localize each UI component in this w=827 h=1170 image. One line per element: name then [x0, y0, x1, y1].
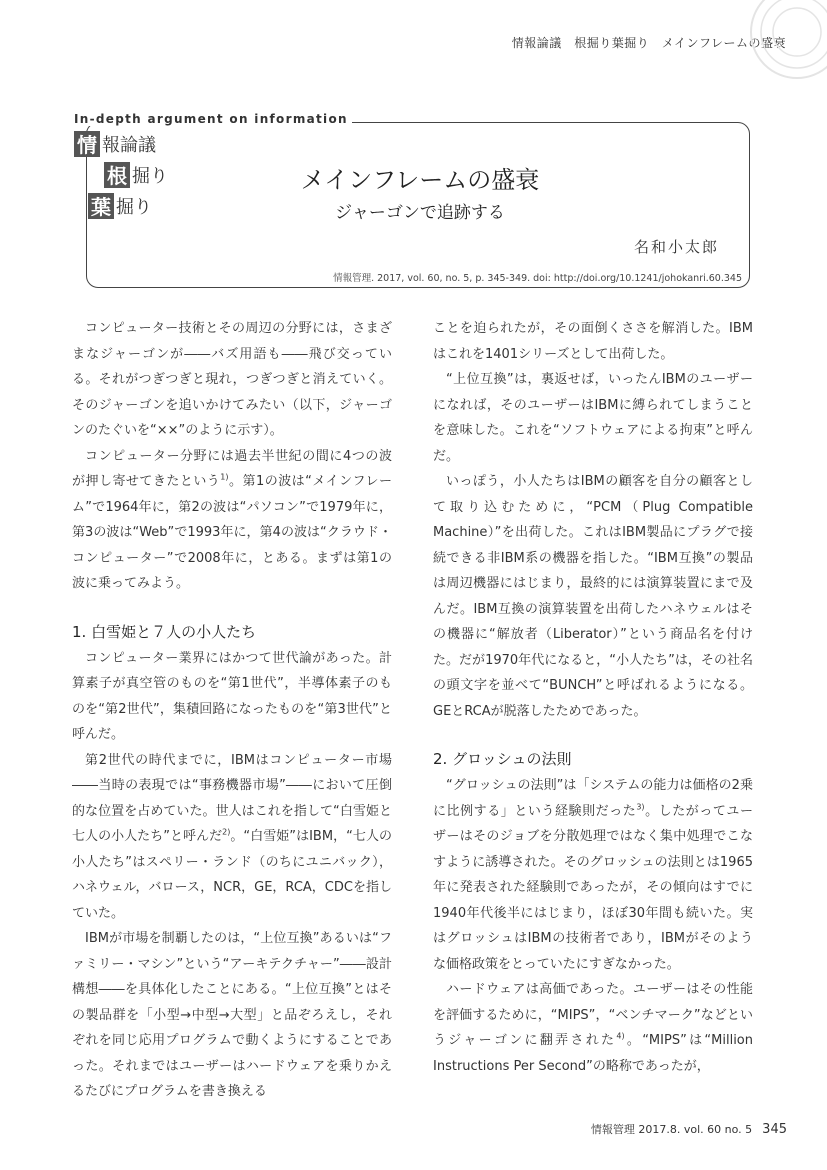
paragraph: “上位互換”は，裏返せば，いったんIBMのユーザーになれば，そのユーザーはIBMに縛られてしまうことを意味した。これを“ソフトウェアによる拘束”と呼んだ。 [433, 372, 753, 464]
paragraph: IBMが市場を制覇したのは，“上位互換”あるいは“ファミリー・マシン”という“アーキテクチャー”――設計構想――を具体化したことにある。“上位互換”とはその製品群を「小型→中型→大型」と品ぞろえし，それぞれを同じ応用プログラムで動くようにすることであった。それまではユーザーはハードウェアを乗りかえるたびにプログラムを書き換える [72, 931, 392, 1099]
series-row [74, 128, 168, 159]
series-row-text: 掘り [116, 196, 152, 218]
paragraph-text: “グロッシュの法則”は「システムの能力は価格の2乗に比例する」という経験則だった [433, 778, 753, 819]
section-heading: 2. グロッシュの法則 [433, 750, 572, 768]
running-head: 情報論議 根掘り葉掘り メインフレームの盛衰 [511, 36, 786, 50]
section-heading: 1. 白雪姫と７人の小人たち [72, 622, 257, 641]
paragraph-text: 。“白雪姫”はIBM，“七人の小人たち”はスペリー・ランド（のちにユニバック），ハネウェル，バロース，NCR，GE，RCA，CDCを指していた。 [72, 829, 392, 921]
series-row-text: 掘り [132, 165, 168, 187]
series-logo [74, 128, 168, 221]
paragraph: ことを迫られたが，その面倒くささを解消した。IBMはこれを1401シリーズとして出荷した。 [433, 321, 753, 362]
series-row-char: 根 [104, 162, 130, 188]
page-number: 345 [762, 1122, 787, 1137]
series-row-char: 情 [74, 131, 100, 157]
paragraph: いっぽう，小人たちはIBMの顧客を自分の顧客として取り込むために，“PCM（Plug Compatible Machine）”を出荷した。これはIBM製品にプラグで接続できる非IBM系の機器を指した。“IBM互換”の製品は周辺機器にはじまり，最終的には演算装置にまで及んだ。IBM互換の演算装置を出荷したハネウェルはその機器に“解放者（Liberator）”という商品名を付けた。だが1970年代になると，“小人たち”は，その社名の頭文字を並べて“BUNCH”と呼ばれるようになる。GEとRCAが脱落したためであった。 [433, 474, 753, 719]
citation: 情報管理. 2017, vol. 60, no. 5, p. 345-349. doi: http://doi.org/10.1241/johokanri.60.345 [333, 273, 742, 284]
series-row-text: 報論議 [102, 134, 156, 156]
reference-marker[interactable]: 3) [636, 802, 645, 812]
paragraph [433, 977, 753, 1079]
paragraph: コンピューター技術とその周辺の分野には，さまざまなジャーゴンが――バズ用語も――飛び交っている。それがつぎつぎと現れ，つぎつぎと消えていく。そのジャーゴンを追いかけてみたい（以下，ジャーゴンのたぐいを“××”のように示す）。 [72, 321, 392, 438]
right-column [433, 316, 753, 1079]
reference-marker[interactable]: 4) [616, 1031, 625, 1041]
reference-marker[interactable]: 1) [220, 472, 229, 482]
seal-watermark [747, 0, 827, 82]
left-column [72, 316, 392, 1105]
series-english-label: In-depth argument on information [74, 112, 352, 126]
series-row [74, 190, 168, 221]
paragraph-text: ハードウェアは高価であった。ユーザーはその性能を評価するために，“MIPS”，“ベンチマーク”などというジャーゴンに翻弄された [433, 982, 753, 1048]
paragraph [72, 748, 392, 927]
paragraph-text: 。“MIPS”は“Million Instructions Per Second”の略称であったが， [433, 1033, 754, 1074]
page-footer [591, 1121, 787, 1137]
paragraph [433, 773, 753, 977]
paragraph-text: 。したがってユーザーはそのジョブを分散処理ではなく集中処理でこなすように誘導された。そのグロッシュの法則とは1965年に発表された経験則であったが，その傾向はすでに1940年代後半にはじまり，ほぼ30年間も続いた。実はグロッシュはIBMの技術者であり，IBMがそのような価格政策をとっていたにすぎなかった。 [433, 803, 753, 972]
paragraph-text: 。第1の波は“メインフレーム”で1964年に，第2の波は“パソコン”で1979年に，第3の波は“Web”で1993年に，第4の波は“クラウド・コンピューター”で2008年に，とある。まずは第1の波に乗ってみよう。 [72, 474, 392, 591]
paragraph: コンピューター業界にはかつて世代論があった。計算素子が真空管のものを“第1世代”，半導体素子のものを“第2世代”，集積回路になったものを“第3世代”と呼んだ。 [72, 650, 392, 742]
reference-marker[interactable]: 2) [222, 827, 231, 837]
series-row-char: 葉 [88, 193, 114, 219]
paragraph [72, 444, 392, 597]
paragraph-text: コンピューター分野には過去半世紀の間に4つの波が押し寄せてきたという [72, 448, 392, 489]
series-row [74, 159, 168, 190]
author-name: 名和小太郎 [633, 238, 719, 256]
article-title: メインフレームの盛衰 [300, 166, 540, 194]
article-subtitle: ジャーゴンで追跡する [335, 203, 505, 223]
paragraph-text: 第2世代の時代までに，IBMはコンピューター市場――当時の表現では“事務機器市場”――において圧倒的な位置を占めていた。世人はこれを指して“白雪姫と七人の小人たち”と呼んだ [72, 752, 392, 844]
journal-info: 情報管理 2017.8. vol. 60 no. 5 [590, 1123, 753, 1136]
